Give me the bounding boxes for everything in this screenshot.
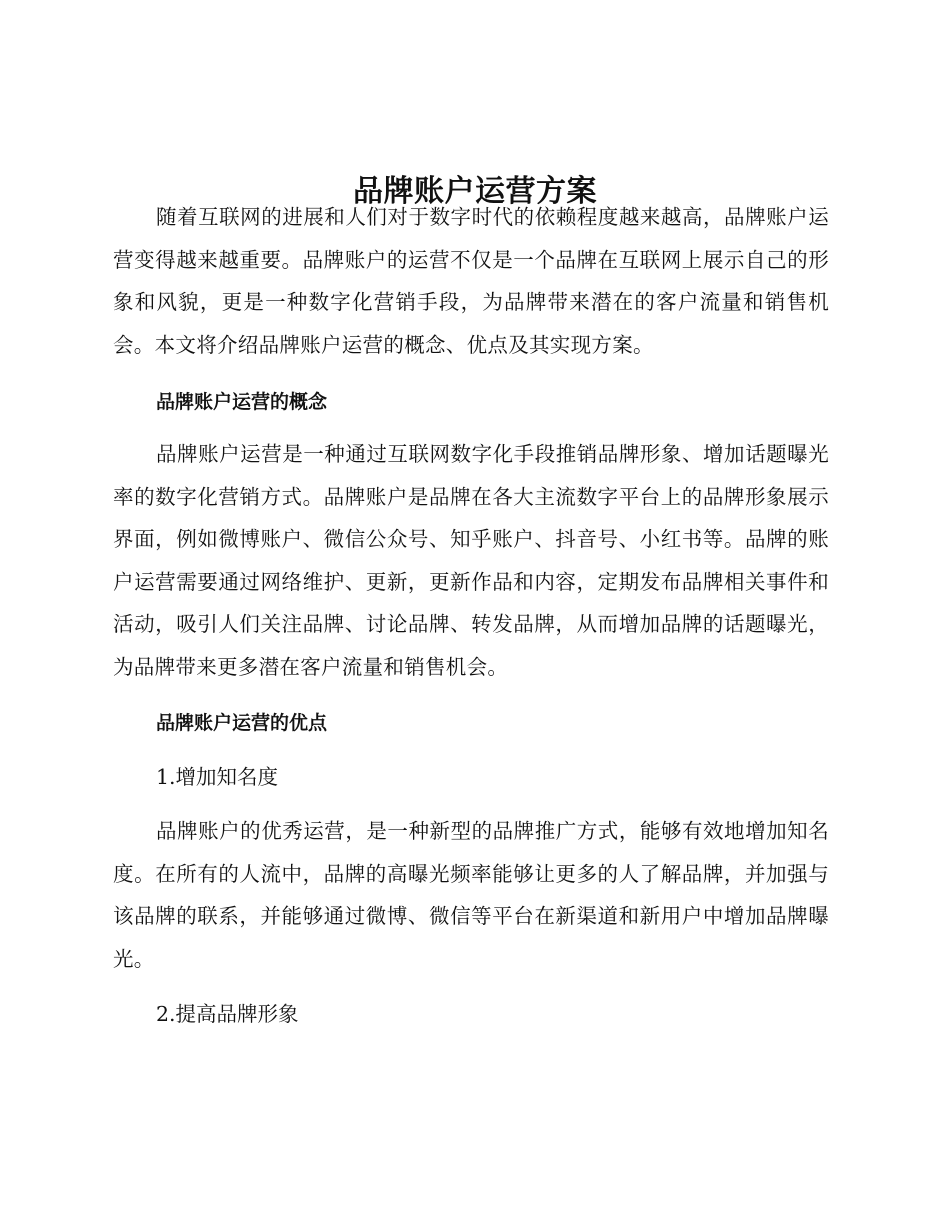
- advantage-item-1-title: 1.增加知名度: [156, 765, 279, 789]
- intro-paragraph: 随着互联网的进展和人们对于数字时代的依赖程度越来越高，品牌账户运营变得越来越重要。品牌账户的运营不仅是一个品牌在互联网上展示自己的形象和风貌，更是一种数字化营销手段，为品牌带来潜在的客户流量和销售机会。本文将介绍品牌账户运营的概念、优点及其实现方案。: [113, 205, 829, 357]
- advantage-item-1-paragraph: 品牌账户的优秀运营，是一种新型的品牌推广方式，能够有效地增加知名度。在所有的人流中，品牌的高曝光频率能够让更多的人了解品牌，并加强与该品牌的联系，并能够通过微博、微信等平台在新渠道和新用户中增加品牌曝光。: [113, 819, 829, 971]
- section-heading-advantages: 品牌账户运营的优点: [156, 712, 328, 734]
- section-heading-concept: 品牌账户运营的概念: [156, 391, 328, 413]
- document-title: 品牌账户运营方案: [353, 174, 597, 210]
- concept-paragraph: 品牌账户运营是一种通过互联网数字化手段推销品牌形象、增加话题曝光率的数字化营销方式。品牌账户是品牌在各大主流数字平台上的品牌形象展示界面，例如微博账户、微信公众号、知乎账户、抖音号、小红书等。品牌的账户运营需要通过网络维护、更新，更新作品和内容，定期发布品牌相关事件和活动，吸引人们关注品牌、讨论品牌、转发品牌，从而增加品牌的话题曝光，为品牌带来更多潜在客户流量和销售机会。: [113, 442, 829, 679]
- advantage-item-2-title: 2.提高品牌形象: [156, 1002, 299, 1026]
